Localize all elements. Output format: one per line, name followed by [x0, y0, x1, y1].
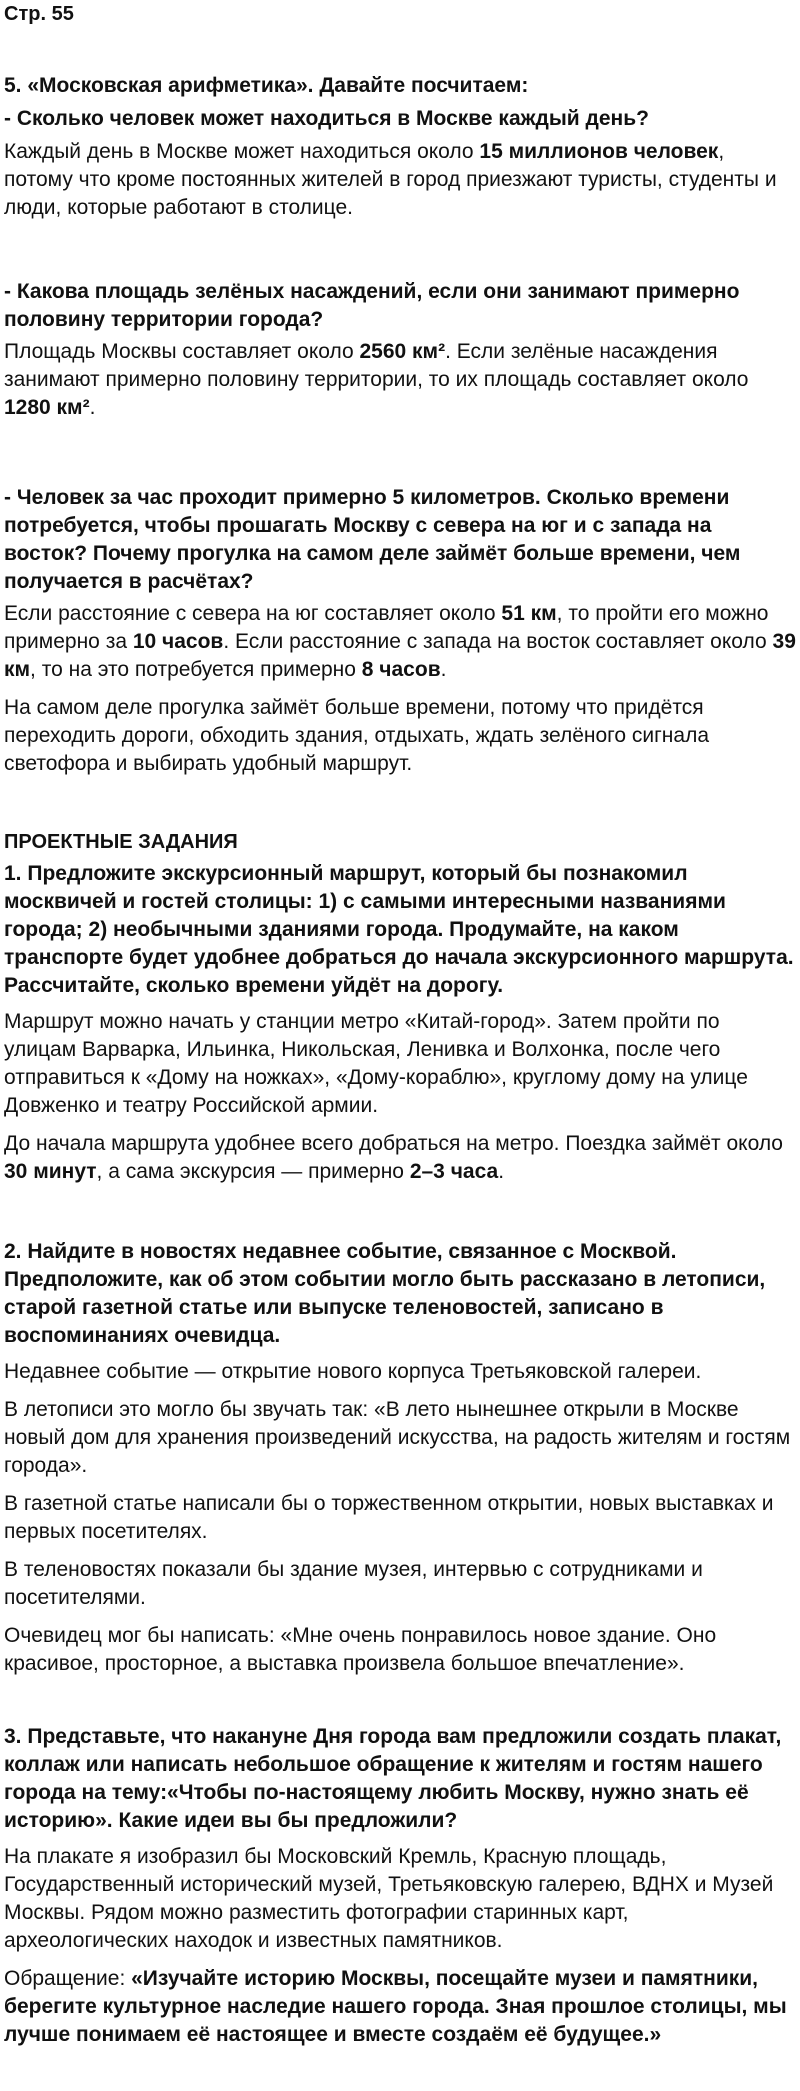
task5-answer-3-extra: На самом деле прогулка займёт больше времени, потому что придётся переходить дороги, обходить здания, отдыхать, ждать зелёного сигнала светофора и выбирать удобный маршрут.: [4, 696, 709, 775]
project-1-answer-2: До начала маршрута удобнее всего добраться на метро. Поездка займёт около 30 минут, а сама экскурсия — примерно 2–3 часа.: [4, 1132, 783, 1183]
project-2-answer-2: В летописи это могло бы звучать так: «В лето нынешнее открыли в Москве новый дом для хранения произведений искусства, на радость жителям и гостям города».: [4, 1398, 791, 1477]
task5-answer-2: Площадь Москвы составляет около 2560 км². Если зелёные насаждения занимают примерно половину территории, то их площадь составляет около 1280 км².: [4, 340, 749, 419]
project-3-answer-1: На плакате я изобразил бы Московский Кремль, Красную площадь, Государственный исторический музей, Третьяковскую галерею, ВДНХ и Музей Москвы. Рядом можно разместить фотографии старинных карт, археологических находок и известных памятников.: [4, 1845, 774, 1952]
task5-block-3: [4, 484, 796, 778]
task5-block: [4, 72, 796, 222]
task5-question-1: - Сколько человек может находиться в Москве каждый день?: [4, 107, 649, 130]
project-1-question: 1. Предложите экскурсионный маршрут, который бы познакомил москвичей и гостей столицы: 1) с самыми интересными названиями города; 2) необычными зданиями города. Продумайте, на каком транспорте будет удобнее добраться до начала экскурсионного маршрута. Рассчитайте, сколько времени уйдёт на дорогу.: [4, 862, 794, 997]
project-2-answer-1: Недавнее событие — открытие нового корпуса Третьяковской галереи.: [4, 1360, 702, 1383]
project-3-answer-2: Обращение: «Изучайте историю Москвы, посещайте музеи и памятники, берегите культурное наследие нашего города. Зная прошлое столицы, мы лучше понимаем её настоящее и вместе создаём её будущее.»: [4, 1967, 787, 2046]
page-number: Стр. 55: [4, 3, 74, 25]
project-2-answer-3: В газетной статье написали бы о торжественном открытии, новых выставках и первых посетителях.: [4, 1492, 774, 1543]
task5-block-2: [4, 278, 796, 422]
project-2-answer-4: В теленовостях показали бы здание музея, интервью с сотрудниками и посетителями.: [4, 1558, 703, 1609]
project-2-answer-5: Очевидец мог бы написать: «Мне очень понравилось новое здание. Оно красивое, просторное, а выставка произвела большое впечатление».: [4, 1624, 717, 1675]
task5-question-3: - Человек за час проходит примерно 5 километров. Сколько времени потребуется, чтобы прошагать Москву с севера на юг и с запада на восток? Почему прогулка на самом деле займёт больше времени, чем получается в расчётах?: [4, 486, 741, 593]
task5-question-2: - Какова площадь зелёных насаждений, если они занимают примерно половину территории города?: [4, 280, 740, 331]
task5-title: 5. «Московская арифметика». Давайте посчитаем:: [4, 74, 529, 97]
project-1-answer-1: Маршрут можно начать у станции метро «Китай-город». Затем пройти по улицам Варварка, Ильинка, Никольская, Ленивка и Волхонка, после чего отправиться к «Дому на ножках», «Дому-кораблю», круглому дому на улице Довженко и театру Российской армии.: [4, 1010, 748, 1117]
task5-answer-1: Каждый день в Москве может находиться около 15 миллионов человек, потому что кроме постоянных жителей в город приезжают туристы, студенты и люди, которые работают в столице.: [4, 140, 777, 219]
project-3-question: 3. Представьте, что накануне Дня города вам предложили создать плакат, коллаж или написать небольшое обращение к жителям и гостям нашего города на тему:«Чтобы по-настоящему любить Москву, нужно знать её историю». Какие идеи вы бы предложили?: [4, 1725, 782, 1832]
projects-block: [4, 828, 796, 1186]
project-2-block: [4, 1238, 796, 1678]
projects-heading: ПРОЕКТНЫЕ ЗАДАНИЯ: [4, 831, 238, 853]
project-2-question: 2. Найдите в новостях недавнее событие, связанное с Москвой. Предположите, как об этом событии могло быть рассказано в летописи, старой газетной статье или выпуске теленовостей, записано в воспоминаниях очевидца.: [4, 1240, 766, 1347]
project-3-block: [4, 1723, 796, 2049]
task5-answer-3: Если расстояние с севера на юг составляет около 51 км, то пройти его можно примерно за 10 часов. Если расстояние с запада на восток составляет около 39 км, то на это потребуется примерно 8 часов.: [4, 602, 796, 681]
